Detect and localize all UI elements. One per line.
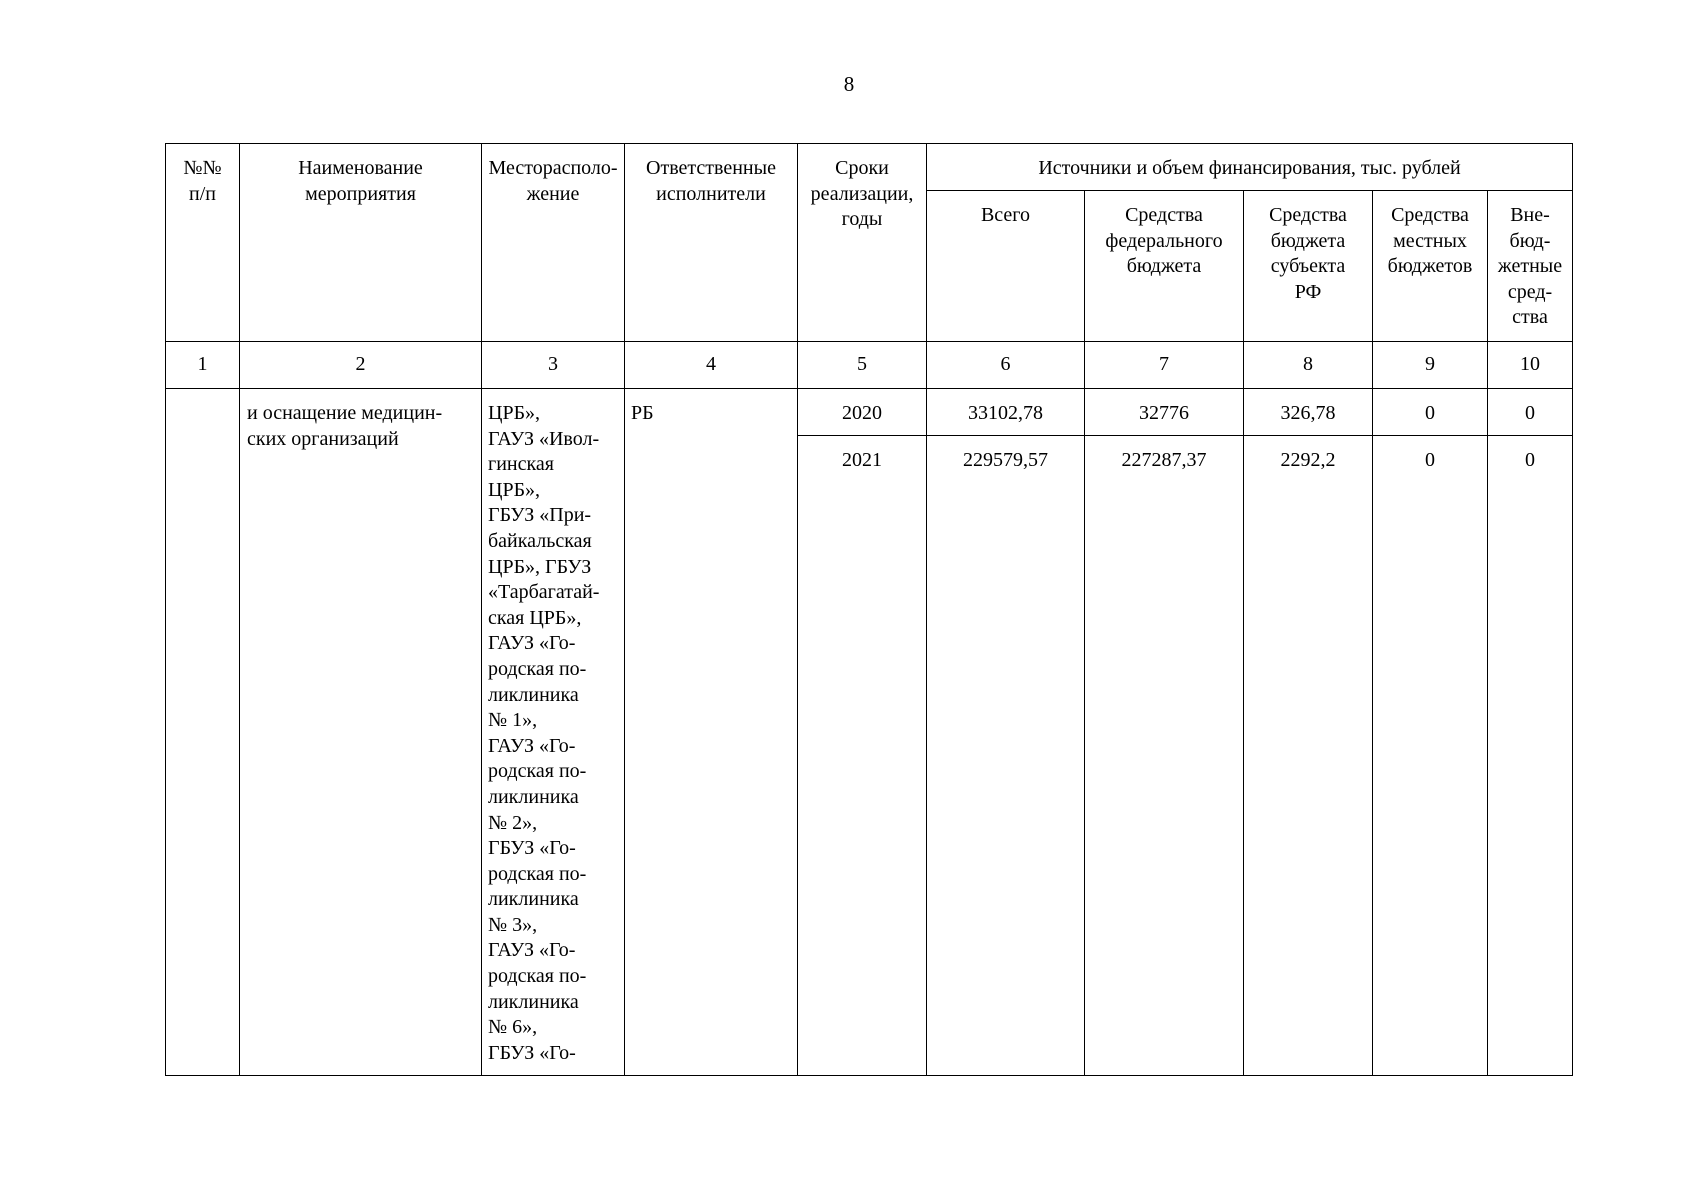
column-number-1: 1 [197, 353, 208, 375]
table-border-bottom [165, 1075, 1573, 1076]
financing-subheader-line [926, 190, 1573, 191]
row-total-2020: 33102,78 [968, 402, 1043, 424]
row-location: ЦРБ», ГАУЗ «Ивол- гинская ЦРБ», ГБУЗ «При- байкальская ЦРБ», ГБУЗ «Тарбагатай- ская ЦРБ», ГАУЗ «Го- родская по- ликлиника № 1», ГАУЗ «Го- родская по- ликлиника № 2», ГБУЗ «Го- родская по- ликлиника № 3», ГАУЗ «Го- родская по- ликлиника № 6», ГБУЗ «Го- [488, 402, 600, 1064]
column-number-2: 2 [355, 353, 366, 375]
column-number-3: 3 [548, 353, 558, 375]
header-bottom-line [165, 341, 1573, 342]
column-number-10: 10 [1520, 353, 1540, 375]
column-number-7: 7 [1159, 353, 1169, 375]
header-extra: Вне- бюд- жетные сред- ства [1497, 204, 1563, 328]
column-number-4: 4 [706, 353, 716, 375]
table-border-top [165, 143, 1573, 144]
row-year-2021: 2021 [842, 449, 882, 471]
column-line-8 [1372, 190, 1373, 1076]
header-location: Месторасполо- жение [488, 157, 618, 205]
header-federal: Средства федерального бюджета [1105, 204, 1223, 277]
year-divider-line [797, 435, 1573, 436]
row-extra-2021: 0 [1525, 449, 1535, 471]
header-financing: Источники и объем финансирования, тыс. рублей [1038, 157, 1461, 179]
column-number-5: 5 [857, 353, 867, 375]
header-local: Средства местных бюджетов [1387, 204, 1473, 277]
row-federal-2020: 32776 [1139, 402, 1189, 424]
header-years: Сроки реализации, годы [810, 157, 914, 230]
header-total: Всего [980, 204, 1031, 226]
row-subject-2020: 326,78 [1280, 402, 1336, 424]
row-responsible: РБ [631, 402, 654, 424]
header-responsible: Ответственные исполнители [646, 157, 776, 205]
table-border-left [165, 143, 166, 1076]
column-number-8: 8 [1303, 353, 1313, 375]
row-year-2020: 2020 [842, 402, 882, 424]
row-local-2021: 0 [1425, 449, 1435, 471]
column-line-2 [481, 143, 482, 1076]
column-line-1 [239, 143, 240, 1076]
row-total-2021: 229579,57 [963, 449, 1048, 471]
column-number-6: 6 [1000, 353, 1011, 375]
header-num: №№ п/п [183, 157, 222, 205]
column-line-4 [797, 143, 798, 1076]
page-number: 8 [843, 72, 855, 96]
column-line-7 [1243, 190, 1244, 1076]
column-line-5 [926, 143, 927, 1076]
column-number-9: 9 [1425, 353, 1435, 375]
row-federal-2021: 227287,37 [1121, 449, 1207, 471]
column-numbers-bottom-line [165, 388, 1573, 389]
row-local-2020: 0 [1425, 402, 1435, 424]
row-name: и оснащение медицин- ских организаций [247, 402, 443, 450]
header-name: Наименование мероприятия [298, 157, 423, 205]
row-subject-2021: 2292,2 [1280, 449, 1336, 471]
row-extra-2020: 0 [1525, 402, 1535, 424]
header-subject: Средства бюджета субъекта РФ [1269, 204, 1347, 303]
column-line-6 [1084, 190, 1085, 1076]
column-line-3 [624, 143, 625, 1076]
